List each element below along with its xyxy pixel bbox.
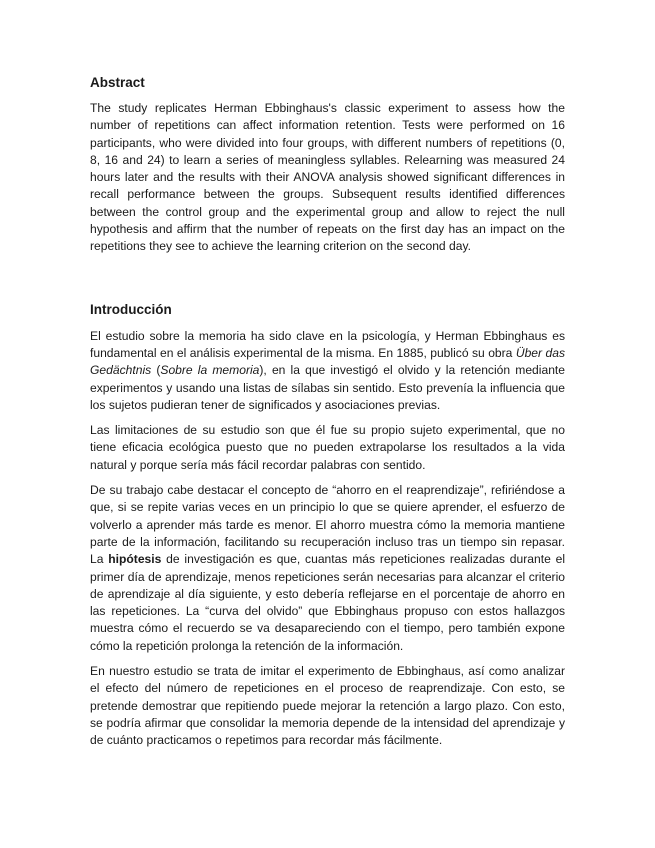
- document-page: [90, 74, 565, 758]
- intro-paragraph-4: En nuestro estudio se trata de imitar el experimento de Ebbinghaus, así como analizar el efecto del número de repeticiones en el proceso de reaprendizaje. Con esto, se pretende demostrar que repitiendo puede mejorar la retención a largo plazo. Con esto, se podría afirmar que consolidar la memoria depende de la intensidad del aprendizaje y de cuánto practicamos o repetimos para recordar más fácilmente.: [90, 664, 565, 748]
- intro-p1-text-b: (: [151, 363, 161, 378]
- intro-p3-text-b: de investigación es que, cuantas más repeticiones realizadas durante el primer día de aprendizaje, menos repeticiones serán necesarias para alcanzar el criterio de aprendizaje al día siguiente, y esto debería reflejarse en el porcentaje de ahorro en las repeticiones. La “curva del olvido” que Ebbinghaus propuso con estos hallazgos muestra cómo el recuerdo se va desapareciendo con el tiempo, pero también expone cómo la repetición prolonga la retención de la información.: [90, 552, 566, 653]
- abstract-section: [90, 74, 565, 256]
- intro-paragraph-1: [90, 328, 565, 414]
- intro-paragraph-2: Las limitaciones de su estudio son que él fue su propio sujeto experimental, que no tiene eficacia ecológica puesto que no pueden extrapolarse los resultados a la vida natural y porque sería más fácil recordar palabras con sentido.: [90, 423, 565, 472]
- abstract-heading: Abstract: [90, 75, 145, 90]
- intro-p1-title-german: Über das Gedächtnis: [90, 345, 565, 378]
- introduccion-heading: Introducción: [90, 301, 172, 317]
- intro-p1-text-c: ), en la que investigó el olvido y la retención mediante experimentos y usando una listas de sílabas sin sentido. Esto prevenía la influencia que los sujetos pudieran tener de significados y asociaciones previas.: [90, 363, 566, 412]
- intro-paragraph-3: [90, 482, 565, 655]
- intro-p3-hipotesis: hipótesis: [108, 552, 162, 567]
- intro-p3-text-a: De su trabajo cabe destacar el concepto de “ahorro en el reaprendizaje”, refiriéndose a que, si se repite varias veces en un principio lo que se quiere aprender, el esfuerzo de volverlo a aprender más tarde es menor. El ahorro muestra cómo la memoria mantiene parte de la información, facilitando su recuperación incluso tras un tiempo sin repasar. La: [90, 483, 565, 567]
- abstract-paragraph: The study replicates Herman Ebbinghaus's classic experiment to assess how the number of repetitions can affect information retention. Tests were performed on 16 participants, who were divided into four groups, with different numbers of repetitions (0, 8, 16 and 24) to learn a series of meaningless syllables. Relearning was measured 24 hours later and the results with their ANOVA analysis showed significant differences in recall performance between the groups. Subsequent results identified differences between the control group and the experimental group and allow to reject the null hypothesis and affirm that the number of repeats on the first day has an impact on the repetitions they see to achieve the learning criterion on the second day.: [90, 101, 565, 254]
- introduccion-section: [90, 301, 565, 750]
- intro-p1-text-a: El estudio sobre la memoria ha sido clave en la psicología, y Herman Ebbinghaus es fundamental en el análisis experimental de la misma. En 1885, publicó su obra: [90, 328, 565, 360]
- intro-p1-title-spanish: Sobre la memoria: [160, 363, 260, 378]
